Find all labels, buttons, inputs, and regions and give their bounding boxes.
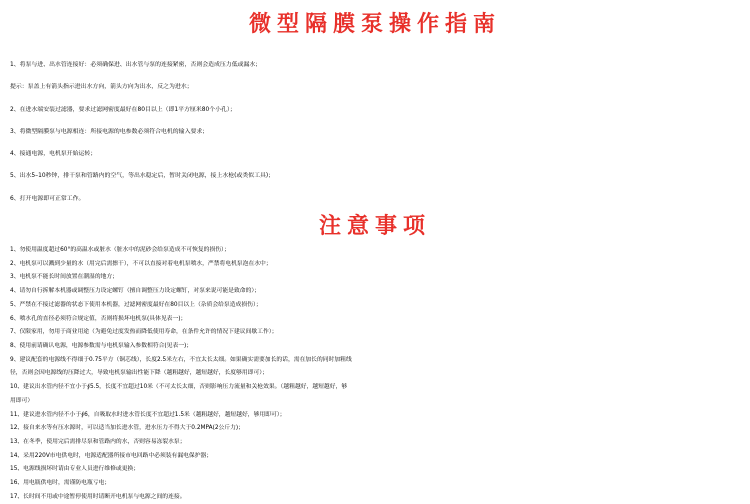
step-tip: 提示：泵盖上有箭头指示进出水方向，箭头方向为出水，反之为进水； (10, 84, 193, 91)
note-item: 8、使用前请确认电源，电源参数需与电机泵输入参数相符合(见表一)； (10, 343, 193, 349)
step-5: 5、出水5–10秒钟，排干泵和管路内的空气，等出水稳定后，暂时关闭电源，接上水枪(或类似工具)； (10, 173, 275, 180)
note-item: 9、建议配套的电源线不得细于0.75平方（铜芯线），长度2.5米左右，不宜太长太细。如果确实需要加长的话，需在加长的同时加粗线 (10, 356, 352, 363)
notes-list (10, 244, 740, 504)
step-3: 3、将微型隔膜泵与电源相连：所接电源的电参数必须符合电机的输入要求； (10, 128, 209, 135)
step-2: 2、在进水端安装过滤器，要求过滤网密度最好在80目以上（即1平方厘米80个小孔）； (10, 106, 236, 113)
note-item: 15、电源线损坏时请由专业人员进行维修或更换； (10, 466, 140, 473)
note-item: 7、仅限家用，勿用于商业用途（为避免过度发热而降低使用寿命，在条件允许的情况下建议间歇工作）； (10, 329, 278, 336)
step-6: 6、打开电源即可正常工作。 (10, 195, 85, 202)
operation-steps (10, 54, 740, 210)
notes-title: 注意事项 (318, 214, 431, 240)
note-item: 17、长时间不用或中途暂停使用时请断开电机泵与电源之间的连接。 (10, 493, 186, 500)
note-item: 6、喷水孔的直径必须符合规定值，否则将损坏电机泵(具体见表一)； (10, 315, 187, 322)
note-item: 16、用电瓶供电时，需谨防电瓶亏电； (10, 480, 111, 487)
note-item: 12、接自来水等有压水源时，可以适当加长进水管，进水压力不得大于0.2MPA(2公斤力)； (10, 425, 244, 432)
page-title: 微型隔膜泵操作指南 (248, 12, 501, 37)
note-item-continued: 用即可） (10, 397, 34, 404)
note-item: 11、建议进水管内径不小于∮6，自吸取水时进水管长度不宜超过1.5米（越粗越好，越短越好，够用即可）； (10, 411, 286, 418)
step-1: 1、将泵与进、出水管连接好：必须确保进、出水管与泵的连接紧密，否则会造成压力低或漏水； (10, 62, 262, 68)
note-item: 4、请勿自行拆解本机器或调整压力设定螺钉（擅自调整压力设定螺钉，对泵来说可能是致命的）； (10, 288, 261, 295)
step-4: 4、接通电源，电机泵开始运转； (10, 151, 97, 158)
note-item: 3、电机泵不能长时间放置在潮湿的地方； (10, 274, 119, 281)
note-item: 14、采用220V市电供电时，电源适配器所接市电回路中必须装有漏电保护器； (10, 452, 213, 459)
note-item-continued: 径，否则会因电源线的压降过大，导致电机泵输出性能下降（越粗越好，越短越好，长度够用即可）； (10, 370, 268, 377)
note-item: 10、建议出水管内径不宜小于∮5.5，长度不宜超过10米（不可太长太细，否则影响压力流量和关枪效果。（越粗越好，越短越好，够 (10, 384, 348, 391)
note-item: 2、电机泵可以溅到少量的水（用完后需擦干），不可以直接对着电机泵喷水，严禁将电机泵泡在水中； (10, 260, 272, 267)
note-item: 5、严禁在不接过滤器的状态下使用本机器，过滤网密度最好在80目以上（杂质会给泵造成损伤）； (10, 301, 262, 308)
note-item: 13、在冬季，使用完后需排尽泵和管路内的水，否则容易冻裂水泵； (10, 438, 186, 445)
note-item: 1、勿使用温度超过60°的高温水或脏水（脏水中的泥砂会给泵造成不可恢复的损伤）； (10, 247, 230, 254)
